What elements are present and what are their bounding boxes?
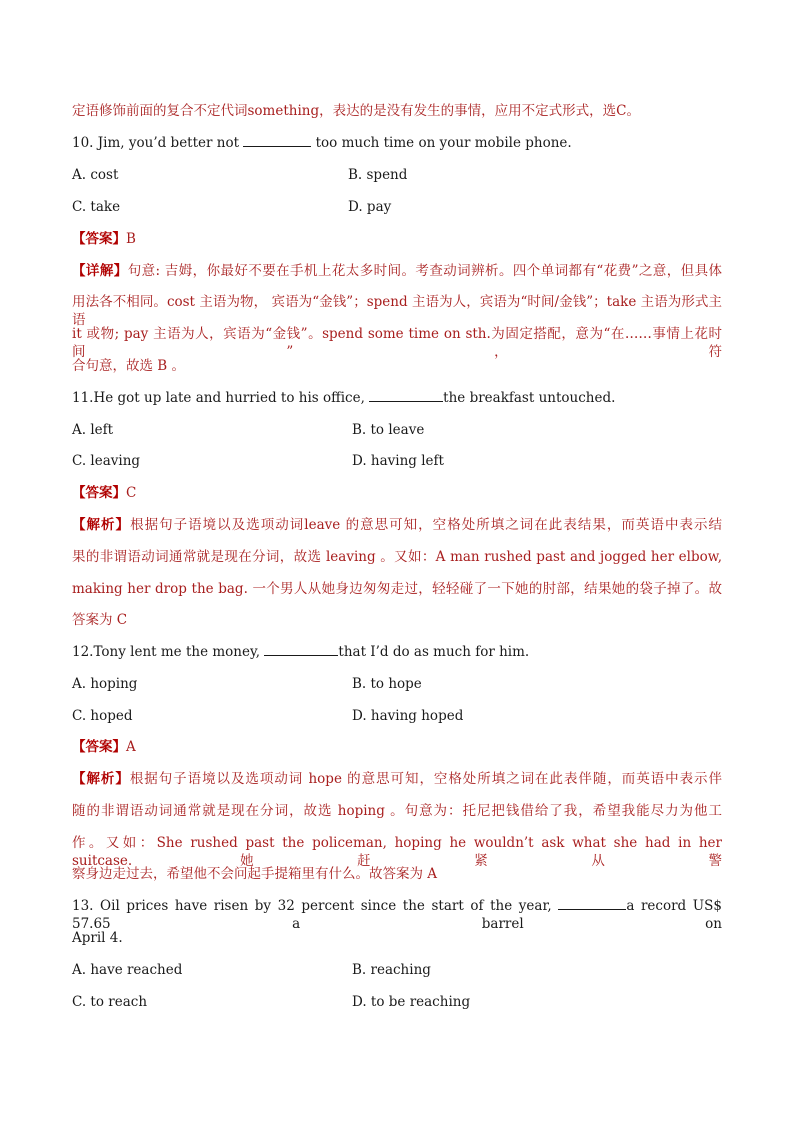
option-b: B. to hope xyxy=(352,676,422,692)
question-11-stem xyxy=(72,389,615,407)
option-d: D. to be reaching xyxy=(352,994,471,1010)
option-d: D. pay xyxy=(348,199,392,215)
stem-part: 12.Tony lent me the money, xyxy=(72,644,261,660)
explanation-line xyxy=(72,262,722,280)
stem-part: 13. Oil prices have risen by 32 percent since the start of the year, xyxy=(72,898,552,914)
explanation-line: 果的非谓语动词通常就是现在分词，故选 leaving 。又如：A man rushed past and jogged her elbow, xyxy=(72,549,722,565)
stem-part: that I’d do as much for him. xyxy=(338,644,530,660)
answer-value: A xyxy=(126,739,136,755)
explanation-text: 根据句子语境以及选项动词leave 的意思可知，空格处所填之词在此表结果，而英语中表示结 xyxy=(130,517,723,533)
explanation-text: 句意: 吉姆，你最好不要在手机上花太多时间。考查动词辨析。四个单词都有“花费”之意，但具体 xyxy=(127,263,722,279)
option-c: C. hoped xyxy=(72,708,133,724)
explanation-line: 合句意，故选 B 。 xyxy=(72,358,186,374)
question-10-stem xyxy=(72,134,572,152)
option-a: A. hoping xyxy=(72,676,138,692)
explanation-line: 察身边走过去，希望他不会问起手提箱里有什么。故答案为 A xyxy=(72,866,438,882)
option-b: B. reaching xyxy=(352,962,431,978)
stem-part: too much time on your mobile phone. xyxy=(315,135,572,151)
explanation-tag: 【解析】 xyxy=(72,517,131,533)
answer-blank xyxy=(369,389,443,402)
explanation-line: making her drop the bag. 一个男人从她身边匆匆走过，轻轻碰了一下她的肘部，结果她的袋子掉了。故 xyxy=(72,581,722,597)
explanation-text: 根据句子语境以及选项动词 hope 的意思可知，空格处所填之词在此表伴随，而英语中表示伴 xyxy=(129,771,722,787)
question-13-stem xyxy=(72,897,722,933)
question-12-stem xyxy=(72,643,529,661)
stem-part: a record US$ 57.65 a barrel on xyxy=(72,898,722,932)
option-c: C. to reach xyxy=(72,994,148,1010)
stem-part: 11.He got up late and hurried to his office, xyxy=(72,390,365,406)
answer-line xyxy=(72,738,136,756)
option-a: A. have reached xyxy=(72,962,183,978)
stem-part: the breakfast untouched. xyxy=(443,390,616,406)
option-c: C. take xyxy=(72,199,121,215)
answer-value: B xyxy=(126,231,136,247)
explanation-line: 作。又如：She rushed past the policeman, hoping he wouldn’t ask what she had in her suitcase. 她赶紧从警 xyxy=(72,835,722,869)
option-b: B. spend xyxy=(348,167,408,183)
option-c: C. leaving xyxy=(72,453,141,469)
option-a: A. left xyxy=(72,422,114,438)
option-d: D. having hoped xyxy=(352,708,464,724)
explanation-line: it 或物; pay 主语为人，宾语为“金钱”。spend some time on sth.为固定搭配，意为“在……事情上花时间”，符 xyxy=(72,326,722,360)
answer-line xyxy=(72,230,136,248)
explanation-tag: 【解析】 xyxy=(72,771,130,787)
explanation-line xyxy=(72,516,722,534)
answer-tag: 【答案】 xyxy=(72,485,126,501)
answer-tag: 【答案】 xyxy=(72,739,126,755)
previous-explanation-tail: 定语修饰前面的复合不定代词something，表达的是没有发生的事情，应用不定式形式，选C。 xyxy=(72,103,640,119)
explanation-line: 用法各不相同。cost 主语为物， 宾语为“金钱”；spend 主语为人，宾语为“时间/金钱”；take 主语为形式主语 xyxy=(72,294,722,328)
explanation-line xyxy=(72,770,722,788)
answer-blank xyxy=(243,134,311,147)
option-d: D. having left xyxy=(352,453,444,469)
stem-part: 10. Jim, you’d better not xyxy=(72,135,240,151)
answer-value: C xyxy=(126,485,137,501)
explanation-line: 答案为 C xyxy=(72,612,128,628)
answer-line xyxy=(72,484,136,502)
explanation-tag: 【详解】 xyxy=(72,263,128,279)
answer-blank xyxy=(558,897,626,910)
answer-blank xyxy=(264,643,338,656)
answer-tag: 【答案】 xyxy=(72,231,126,247)
option-b: B. to leave xyxy=(352,422,425,438)
explanation-line: 随的非谓语动词通常就是现在分词，故选 hoping 。句意为：托尼把钱借给了我，希望我能尽力为他工 xyxy=(72,803,722,819)
question-13-stem-continued: April 4. xyxy=(72,930,123,946)
option-a: A. cost xyxy=(72,167,119,183)
